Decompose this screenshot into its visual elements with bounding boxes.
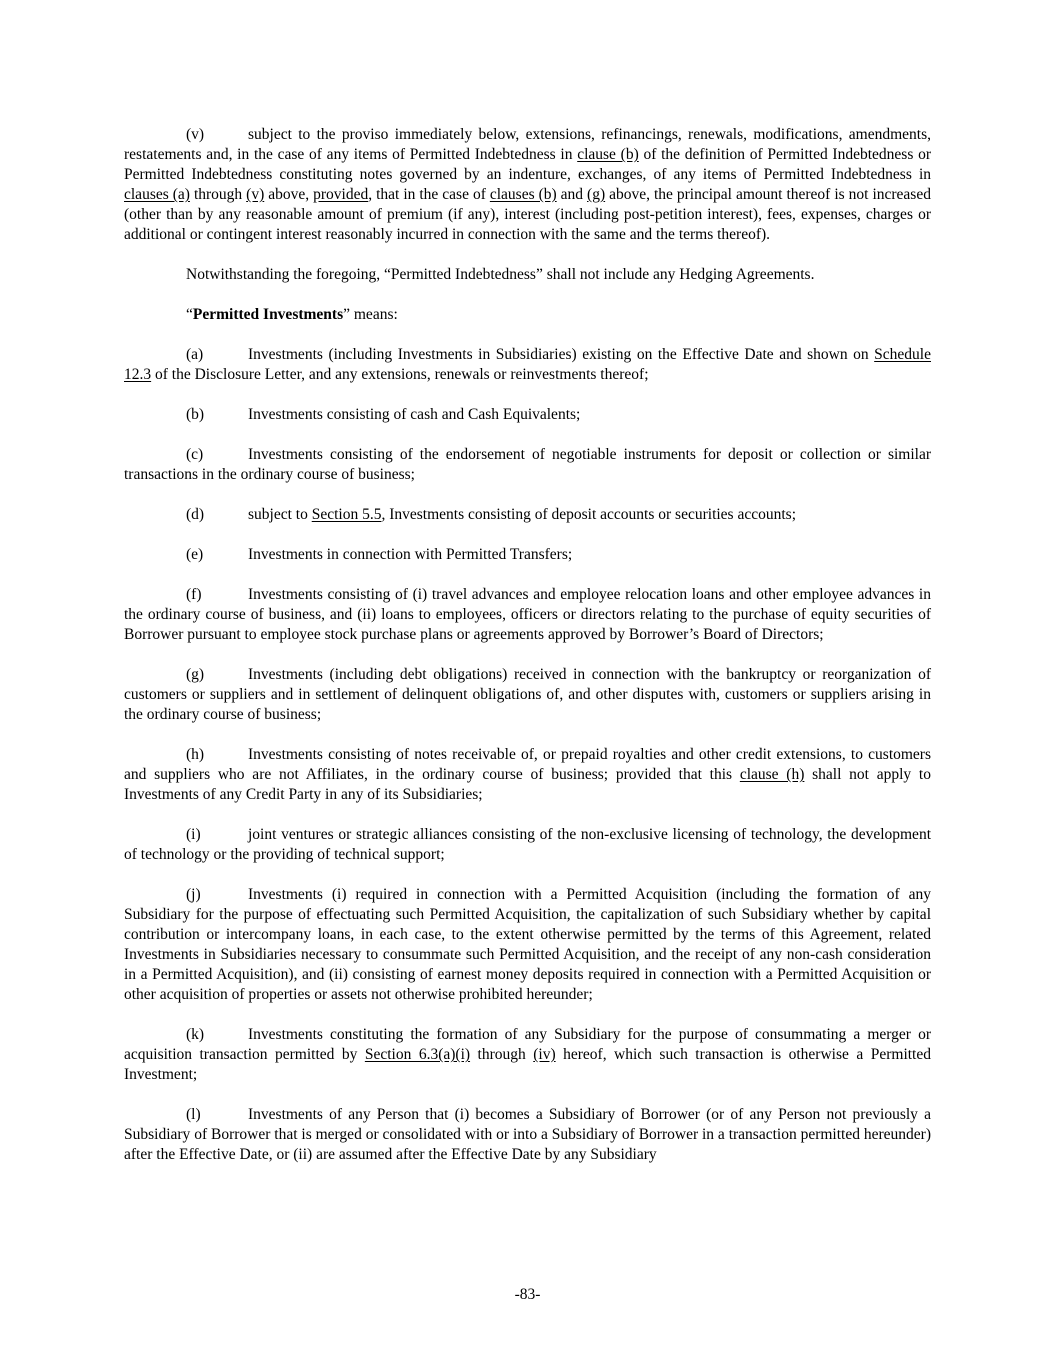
clause-reference: clause (b): [577, 146, 639, 163]
clause-label: (l): [186, 1106, 201, 1123]
clause-k: (k) Investments constituting the formation of any Subsidiary for the purpose of consummating a merger or acquisition transaction permitted by Section 6.3(a)(i) through (iv) hereof, which such transaction is otherwise a Permitted Investment;: [124, 1026, 931, 1083]
clause-j: (j) Investments (i) required in connection with a Permitted Acquisition (including the formation of any Subsidiary for the purpose of effectuating such Permitted Acquisition, the capitalization of such Subsidiary whether by capital contribution or intercompany loans, in each case, to the extent otherwise permitted by the terms of this Agreement, related Investments in Subsidiaries necessary to consummate such Permitted Acquisition, and the receipt of any non-cash consideration in a Permitted Acquisition), and (ii) consisting of earnest money deposits required in connection with a Permitted Acquisition or other acquisition of properties or assets not otherwise prohibited hereunder;: [124, 886, 931, 1003]
notwithstanding-paragraph: Notwithstanding the foregoing, “Permitted Indebtedness” shall not include any Hedging Agreements.: [186, 266, 815, 283]
clause-label: (h): [186, 746, 205, 763]
clause-label: (i): [186, 826, 201, 843]
clause-label: (g): [186, 666, 205, 683]
schedule-reference: Schedule 12.3: [124, 346, 931, 383]
document-body: [124, 125, 931, 1185]
page-number: -83-: [514, 1286, 541, 1303]
clause-v: (v) subject to the proviso immediately below, extensions, refinancings, renewals, modifications, amendments, restatements and, in the case of any items of Permitted Indebtedness in clause (b) of the definition of Permitted Indebtedness or Permitted Indebtedness constituting notes governed by an indenture, exchanges, of any items of Permitted Indebtedness in clauses (a) through (v) above, provided, that in the case of clauses (b) and (g) above, the principal amount thereof is not increased (other than by any reasonable amount of premium (if any), interest (including post-petition interest), fees, expenses, charges or additional or contingent interest reasonably incurred in connection with the same and the terms thereof).: [124, 126, 931, 243]
clause-label: (e): [186, 546, 204, 563]
clause-g: (g) Investments (including debt obligations) received in connection with the bankruptcy or reorganization of customers or suppliers and in settlement of delinquent obligations of, and other disputes with, customers or suppliers arising in the ordinary course of business;: [124, 666, 931, 723]
section-reference: Section 5.5: [311, 506, 382, 523]
permitted-investments-heading: “Permitted Investments” means:: [186, 306, 398, 323]
clause-reference: (v): [246, 186, 265, 203]
clause-b: (b) Investments consisting of cash and Cash Equivalents;: [186, 406, 581, 423]
clause-label: (c): [186, 446, 204, 463]
clause-d: (d) subject to Section 5.5, Investments consisting of deposit accounts or securities accounts;: [186, 506, 797, 523]
clause-h: (h) Investments consisting of notes receivable of, or prepaid royalties and other credit extensions, to customers and suppliers who are not Affiliates, in the ordinary course of business; provided that this clause (h) shall not apply to Investments of any Credit Party in any of its Subsidiaries;: [124, 746, 931, 803]
clause-label: (b): [186, 406, 205, 423]
clause-f: (f) Investments consisting of (i) travel advances and employee relocation loans and other employee advances in the ordinary course of business, and (ii) loans to employees, officers or directors relating to the purchase of equity securities of Borrower pursuant to employee stock purchase plans or agreements approved by Borrower’s Board of Directors;: [124, 586, 931, 643]
proviso-term: provided: [313, 186, 369, 203]
defined-term: Permitted Investments: [192, 306, 344, 323]
clause-label: (a): [186, 346, 204, 363]
clause-label: (d): [186, 506, 205, 523]
clause-reference: (iv): [533, 1046, 556, 1063]
clause-reference: (g): [587, 186, 606, 203]
clause-label: (f): [186, 586, 202, 603]
clause-label: (k): [186, 1026, 205, 1043]
clause-reference: clauses (b): [489, 186, 557, 203]
clause-label: (v): [186, 126, 205, 143]
clause-i: (i) joint ventures or strategic alliances consisting of the non-exclusive licensing of technology, the development of technology or the providing of technical support;: [124, 826, 931, 863]
section-reference: Section 6.3(a)(i): [364, 1046, 471, 1063]
clause-l: (l) Investments of any Person that (i) becomes a Subsidiary of Borrower (or of any Person not previously a Subsidiary of Borrower that is merged or consolidated with or into a Subsidiary of Borrower in a transaction permitted hereunder) after the Effective Date, or (ii) are assumed after the Effective Date by any Subsidiary: [124, 1106, 931, 1163]
clause-e: (e) Investments in connection with Permitted Transfers;: [186, 546, 573, 563]
clause-reference: clause (h): [739, 766, 805, 783]
clause-c: (c) Investments consisting of the endorsement of negotiable instruments for deposit or collection or similar transactions in the ordinary course of business;: [124, 446, 931, 483]
clause-reference: clauses (a): [124, 186, 190, 203]
clause-a: (a) Investments (including Investments in Subsidiaries) existing on the Effective Date and shown on Schedule 12.3 of the Disclosure Letter, and any extensions, renewals or reinvestments thereof;: [124, 346, 931, 383]
clause-label: (j): [186, 886, 201, 903]
